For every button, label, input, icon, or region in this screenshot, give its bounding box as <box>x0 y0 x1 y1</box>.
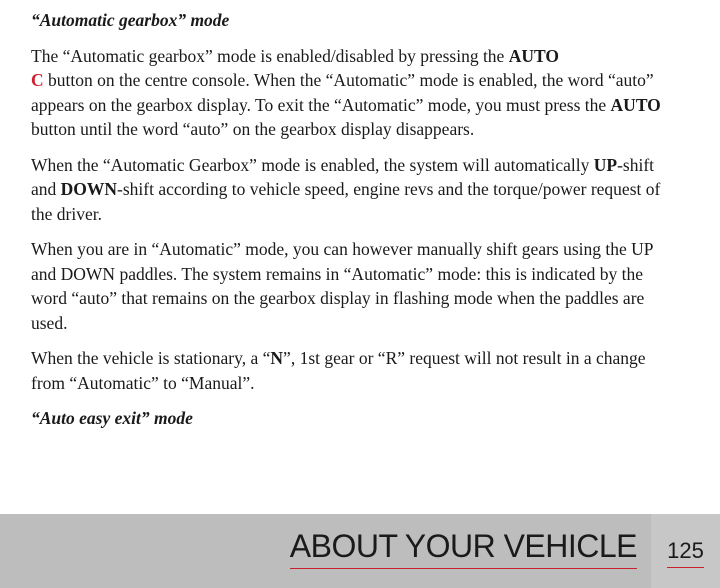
paragraph-automatic-shift <box>31 153 671 227</box>
text-run: -shift and <box>31 154 655 199</box>
paragraph-manual-paddles: When you are in “Automatic” mode, you can however manually shift gears using the UP and DOWN paddles. The system remains in “Automatic” mode: this is indicated by the word “auto” that remains on the gearbox display in flashing mode when the paddles are used. <box>31 239 653 333</box>
up-label: UP <box>593 154 618 175</box>
text-run: button on the centre console. When the “Automatic” mode is enabled, the word “auto” appears on the gearbox display. To exit the “Automatic” mode, you must press the <box>31 70 654 115</box>
page-footer <box>0 514 720 588</box>
auto-button-label: AUTO <box>610 94 661 115</box>
footer-title-panel <box>0 514 651 588</box>
text-run: When the vehicle is stationary, a “ <box>31 348 271 368</box>
text-run: When the “Automatic Gearbox” mode is enabled, the system will automatically <box>31 154 594 175</box>
footer-section-title: ABOUT YOUR VEHICLE <box>290 528 637 569</box>
paragraph-enable-disable <box>31 44 671 142</box>
manual-page-body <box>31 8 671 442</box>
text-run: The “Automatic gearbox” mode is enabled/disabled by pressing the <box>31 45 509 66</box>
neutral-label: N <box>270 348 284 368</box>
text-run: -shift according to vehicle speed, engine revs and the torque/power request of the driver. <box>31 179 661 224</box>
down-label: DOWN <box>60 179 118 199</box>
section-heading-automatic-gearbox: “Automatic gearbox” mode <box>31 10 230 30</box>
page-number <box>651 538 720 568</box>
text-run: ”, 1st gear or “R” request will not result in a change from “Automatic” to “Manual”. <box>31 348 646 393</box>
text-run: button until the word “auto” on the gearbox display disappears. <box>31 119 475 139</box>
page-number-text: 125 <box>667 538 704 568</box>
auto-c-button-letter: C <box>31 70 44 90</box>
paragraph-stationary <box>31 346 671 395</box>
auto-c-button-label: AUTO <box>508 45 559 66</box>
section-heading-auto-easy-exit: “Auto easy exit” mode <box>31 408 193 428</box>
